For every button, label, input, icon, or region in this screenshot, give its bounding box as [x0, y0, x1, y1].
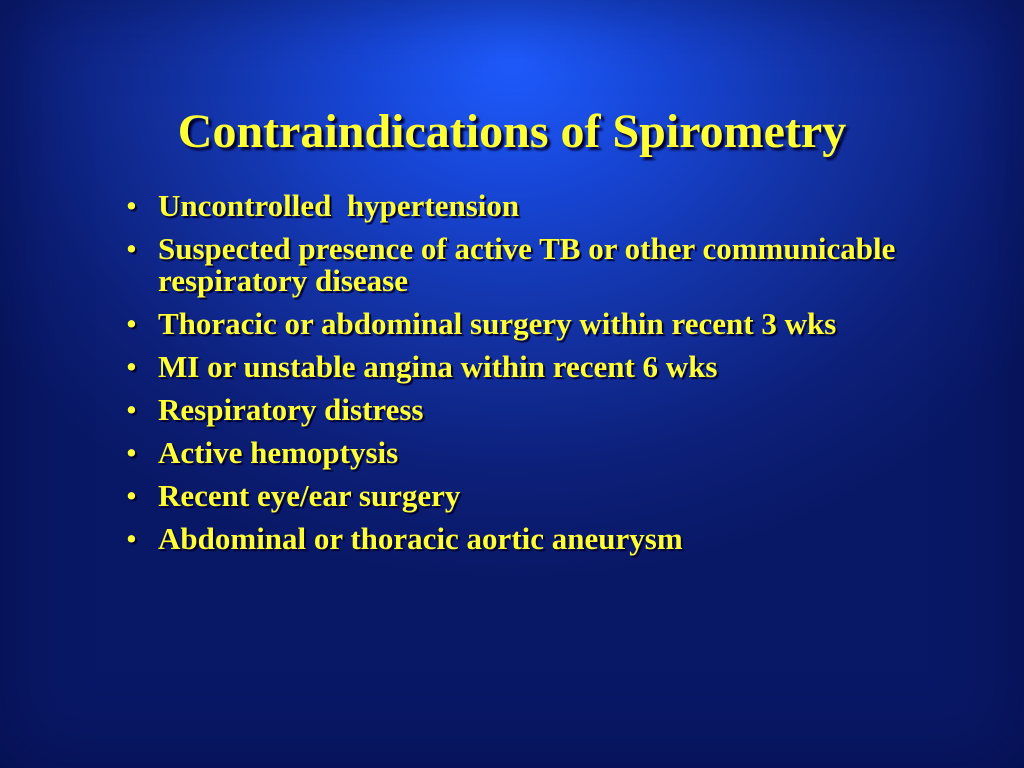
bullet-text: MI or unstable angina within recent 6 wks — [158, 349, 718, 384]
bullet-item — [124, 233, 924, 297]
bullet-item — [124, 351, 924, 383]
bullet-point-icon: • — [126, 521, 137, 556]
bullet-point-icon: • — [126, 231, 137, 266]
bullet-list — [124, 190, 924, 566]
bullet-point-icon: • — [126, 435, 137, 470]
bullet-point-icon: • — [126, 306, 137, 341]
bullet-item — [124, 308, 924, 340]
bullet-item — [124, 480, 924, 512]
bullet-text: Uncontrolled hypertension — [158, 188, 520, 223]
slide-title: Contraindications of Spirometry — [177, 105, 847, 158]
bullet-point-icon: • — [126, 349, 137, 384]
bullet-item — [124, 394, 924, 426]
bullet-text: Abdominal or thoracic aortic aneurysm — [158, 521, 683, 556]
bullet-item — [124, 523, 924, 555]
bullet-item — [124, 190, 924, 222]
bullet-point-icon: • — [126, 478, 137, 513]
bullet-text: Recent eye/ear surgery — [158, 478, 461, 513]
bullet-text: Suspected presence of active TB or other communicable respiratory disease — [158, 231, 904, 298]
bullet-text: Thoracic or abdominal surgery within recent 3 wks — [158, 306, 837, 341]
bullet-text: Respiratory distress — [158, 392, 424, 427]
bullet-point-icon: • — [126, 392, 137, 427]
bullet-point-icon: • — [126, 188, 137, 223]
bullet-item — [124, 437, 924, 469]
bullet-text: Active hemoptysis — [158, 435, 399, 470]
